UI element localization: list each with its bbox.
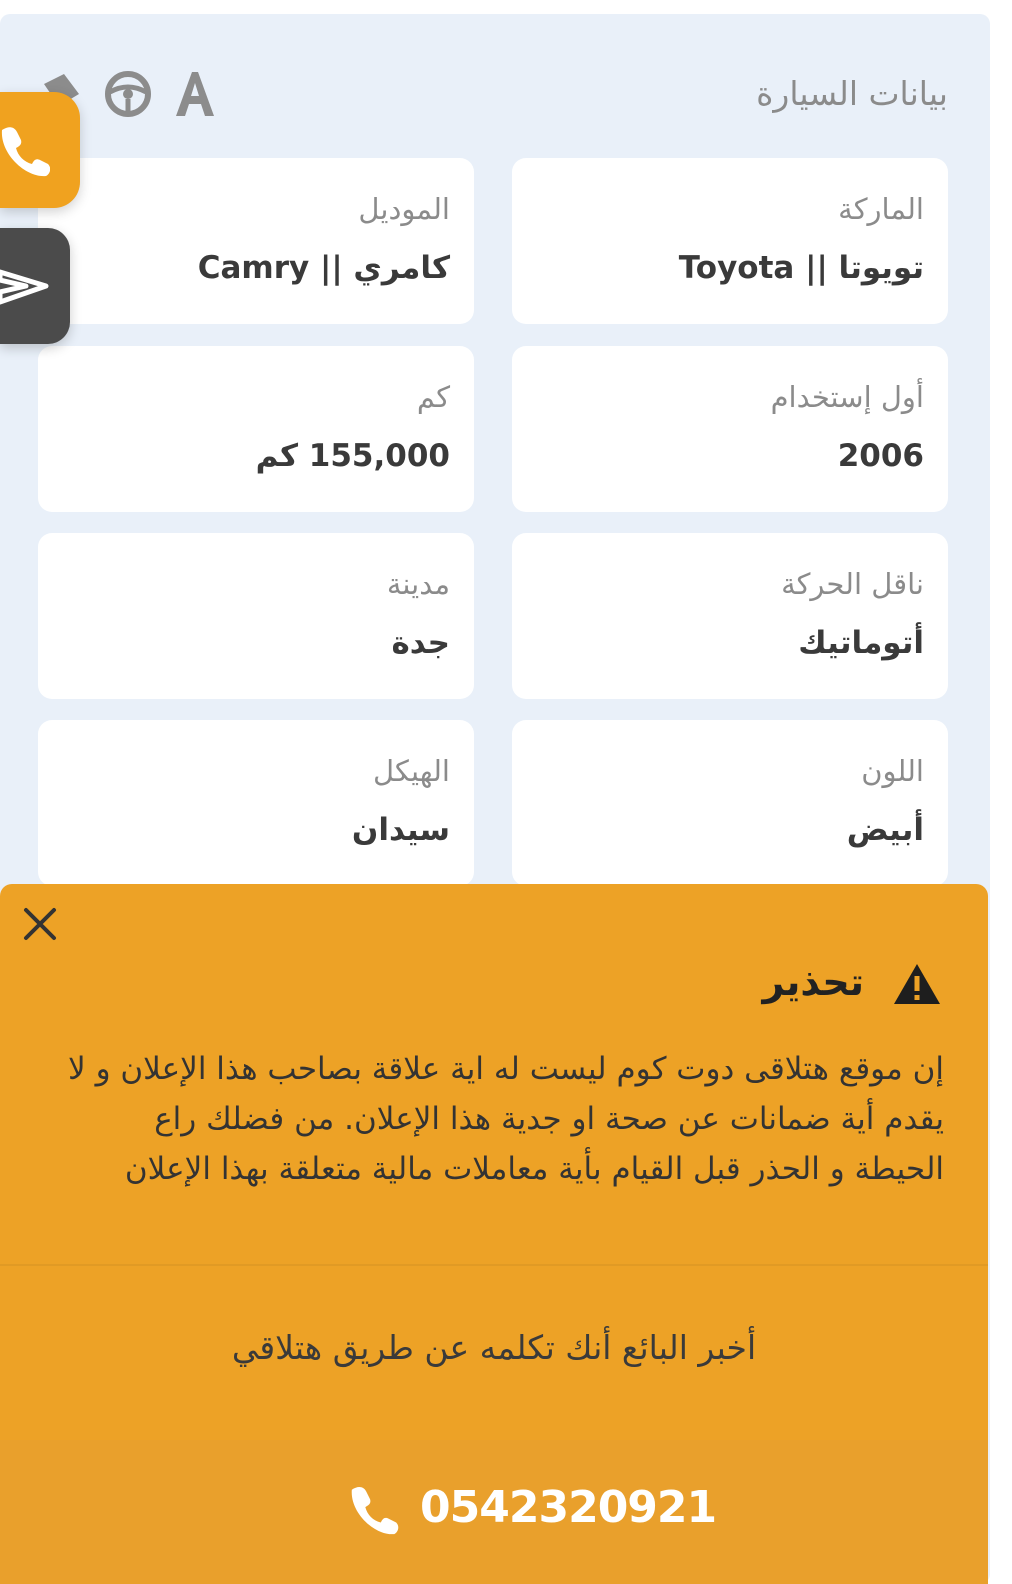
- detail-card-transmission: [512, 533, 948, 699]
- detail-card-city: [38, 533, 474, 699]
- call-seller-button[interactable]: [340, 1476, 717, 1546]
- tell-seller-text: أخبر البائع أنك تكلمه عن طريق هتلاقي: [231, 1328, 757, 1367]
- detail-value: أتوماتيك: [798, 625, 924, 661]
- detail-label: اللون: [861, 754, 924, 788]
- phone-bar: [0, 1440, 988, 1584]
- call-float-button[interactable]: [0, 92, 80, 208]
- share-float-button[interactable]: [0, 228, 70, 344]
- close-icon: [20, 929, 60, 948]
- detail-label: أول إستخدام: [770, 380, 924, 414]
- detail-card-make: [512, 158, 948, 324]
- share-icon: [0, 264, 50, 314]
- detail-card-body: [38, 720, 474, 886]
- detail-card-model: [38, 158, 474, 324]
- warning-icon: [892, 962, 942, 1010]
- phone-icon: [348, 1482, 400, 1540]
- seller-phone-number: 0542320921: [420, 1482, 717, 1533]
- warning-text: إن موقع هتلاقى دوت كوم ليست له اية علاقة بصاحب هذا الإعلان و لا يقدم أية ضمانات عن صحة او جدية هذا الإعلان. من فضلك راع الحيطة و الحذر قبل القيام بأية معاملات مالية متعلقة بهذا الإعلان: [68, 1051, 944, 1187]
- detail-label: الماركة: [838, 192, 924, 226]
- detail-label: الموديل: [358, 192, 450, 226]
- detail-card-color: [512, 720, 948, 886]
- detail-value: كامري || Camry: [197, 250, 450, 286]
- detail-value: أبيض: [846, 812, 924, 848]
- detail-label: كم: [416, 380, 450, 414]
- warning-sheet: [0, 884, 988, 1584]
- steering-wheel-icon: [102, 64, 154, 128]
- detail-value: جدة: [391, 625, 450, 661]
- detail-value: 2006: [837, 438, 924, 474]
- font-icon: [170, 64, 220, 128]
- close-button[interactable]: [20, 904, 60, 944]
- section-title: بيانات السيارة: [756, 74, 948, 113]
- detail-card-first-use: [512, 346, 948, 512]
- divider: [0, 1264, 988, 1266]
- detail-value: 155,000 كم: [255, 438, 450, 474]
- detail-label: مدينة: [386, 567, 450, 601]
- detail-label: الهيكل: [373, 754, 450, 788]
- detail-label: ناقل الحركة: [781, 567, 924, 601]
- detail-value: سيدان: [351, 812, 450, 848]
- detail-card-mileage: [38, 346, 474, 512]
- warning-title: تحذير: [762, 960, 864, 1004]
- detail-value: تويوتا || Toyota: [678, 250, 924, 286]
- phone-icon: [0, 122, 50, 182]
